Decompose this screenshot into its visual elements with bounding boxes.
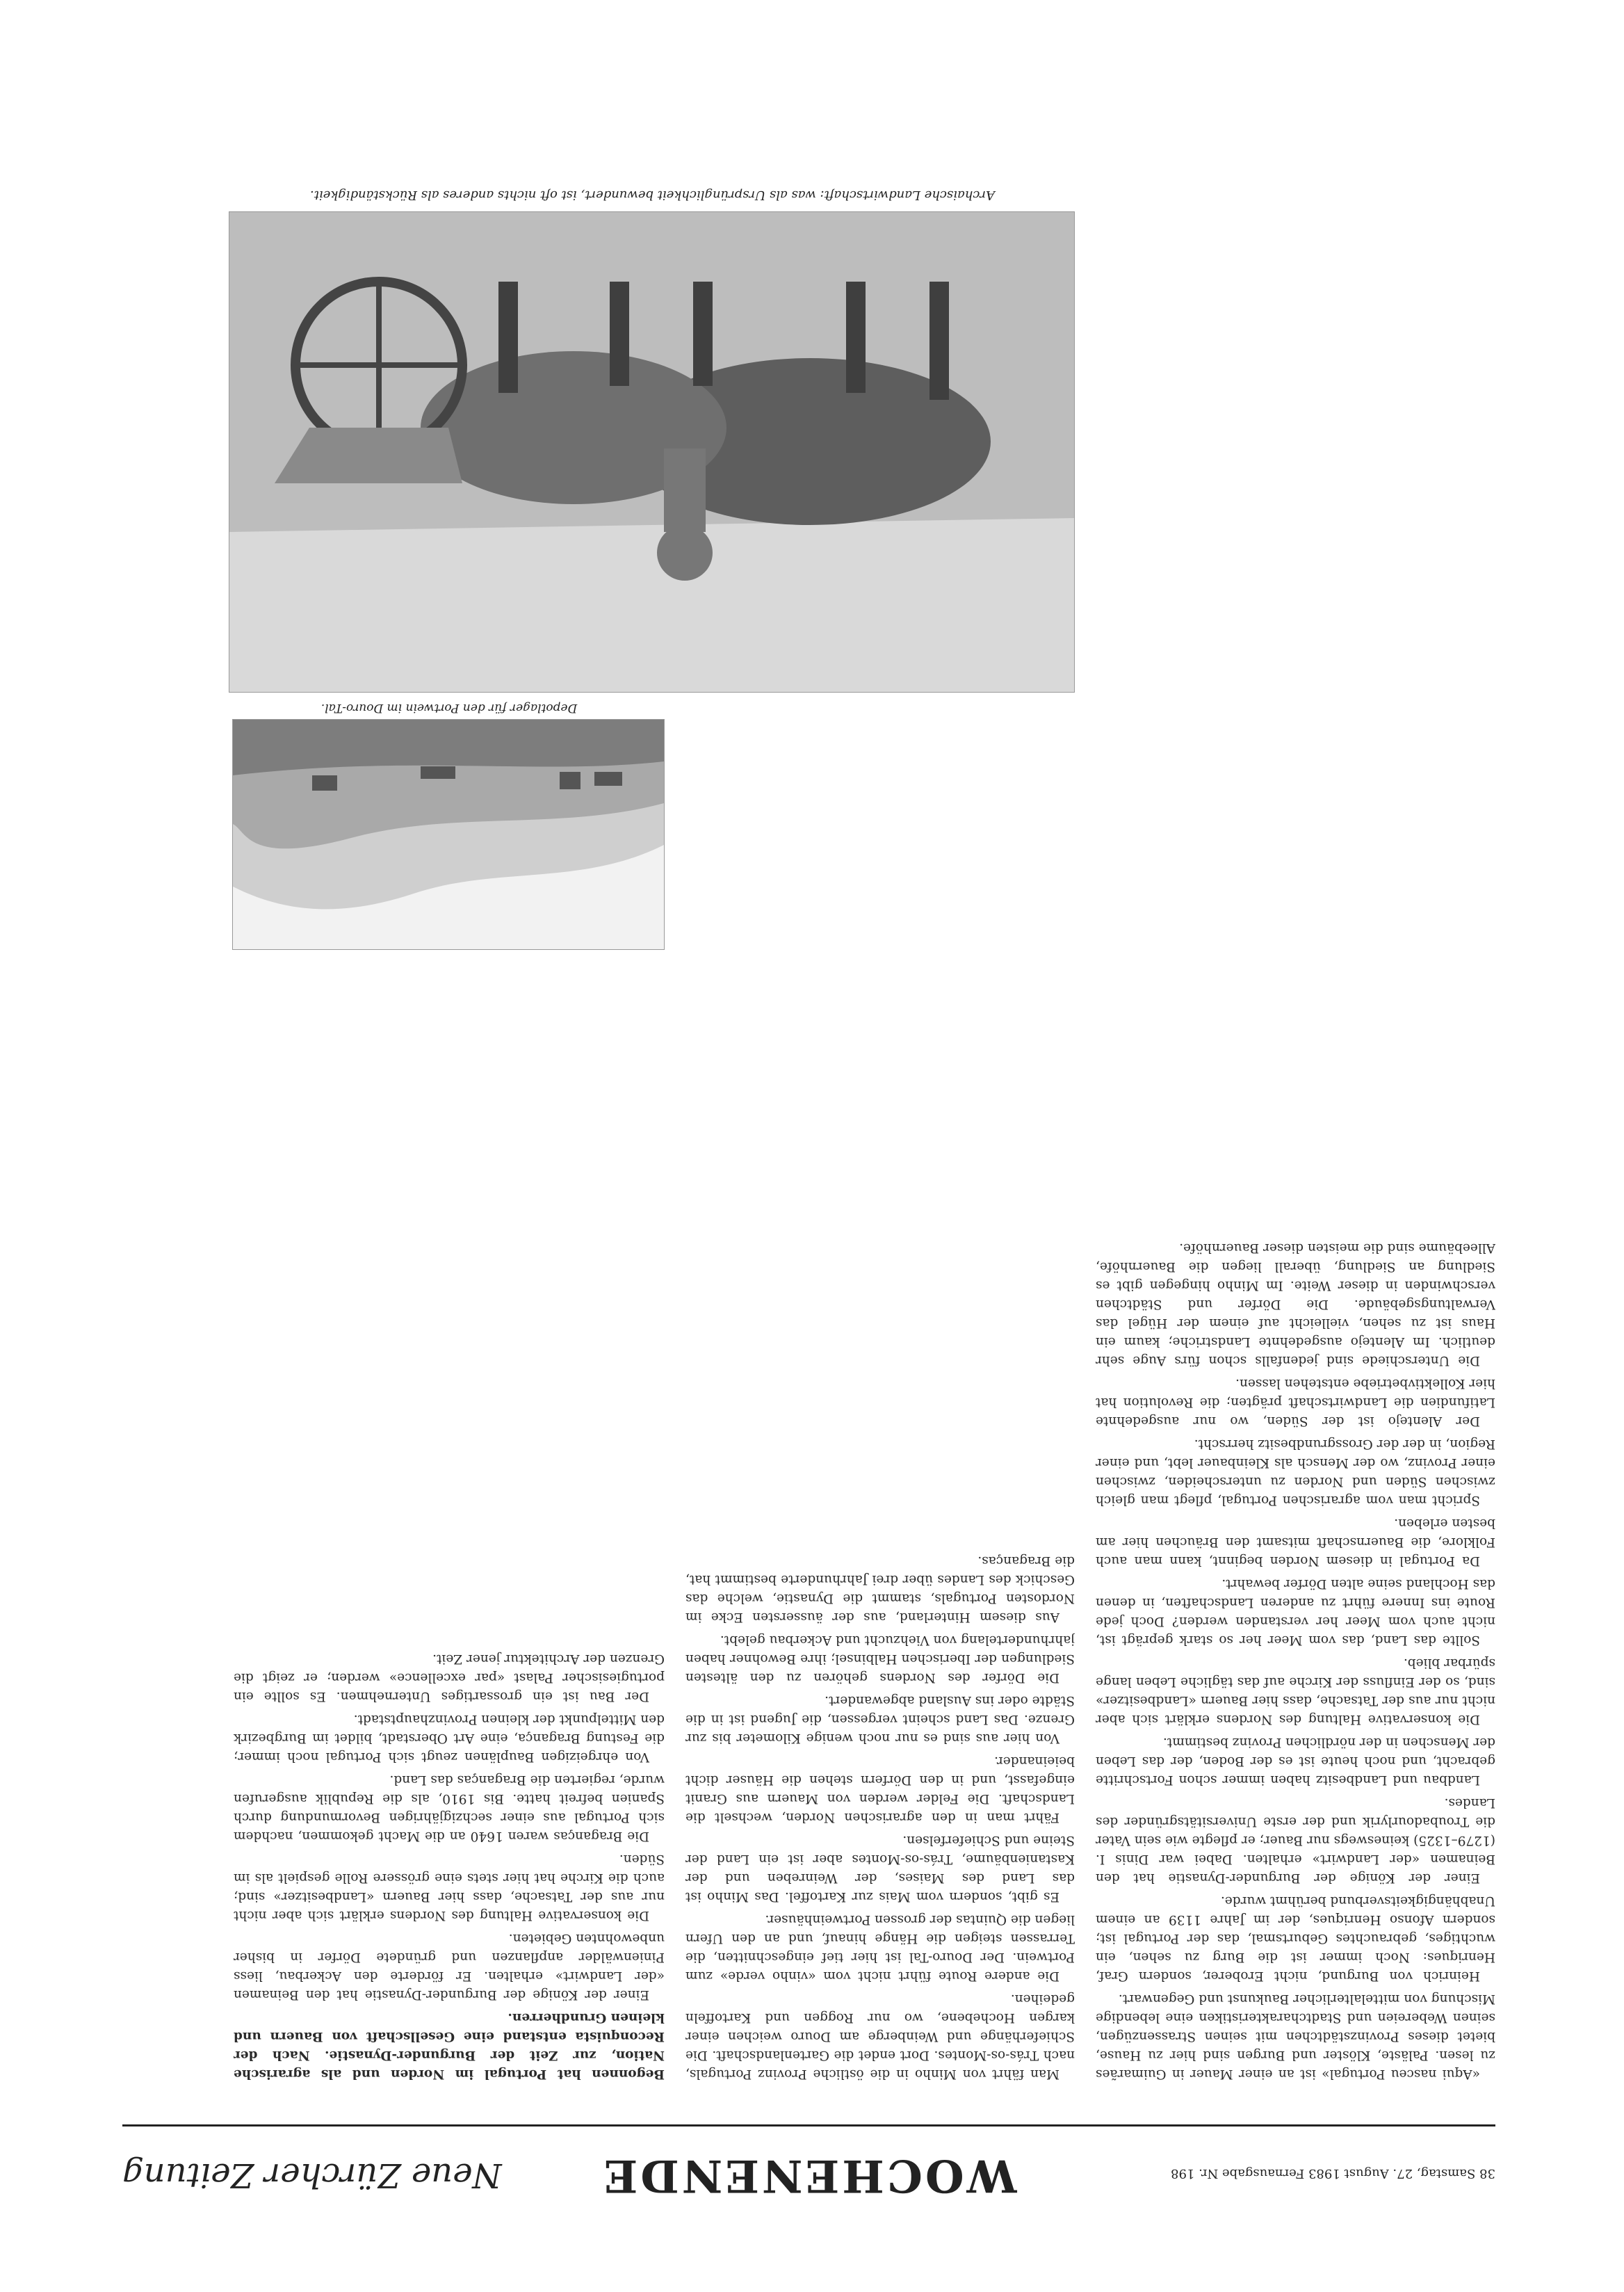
- paragraph: Die konservative Haltung des Nordens erklärt sich aber nicht nur aus der Tatsache, dass hier Bauern «Landbesitzer» sind; auch die Kirche hat hier stets eine grössere Rolle gespielt als im Süden.: [234, 1852, 665, 1923]
- masthead-rule: [122, 2124, 1495, 2126]
- photo-caption-small: Depotlager für den Portwein im Douro-Tal.: [320, 701, 578, 715]
- paragraph: Der Bau ist ein grossartiges Unternehmen. Es sollte ein portugiesischer Palast «par excellence» werden; er zeigt die Grenzen der Architektur jener Zeit.: [234, 1652, 665, 1704]
- newspaper-name: Neue Zürcher Zeitung: [122, 2156, 502, 2195]
- paragraph: Landbau und Landbesitz haben immer schon Fortschritte gebracht, und noch heute ist es der Boden, der das Leben der Menschen in der nördlichen Provinz bestimmt.: [1096, 1735, 1495, 1787]
- paragraph: Aus diesem Hinterland, aus der äussersten Ecke im Nordosten Portugals, stammt die Dynastie, welche das Geschick des Landes über drei Jahrhunderte bestimmt hat, die Braganças.: [685, 1553, 1075, 1624]
- paragraph: Die konservative Haltung des Nordens erklärt sich aber nicht nur aus der Tatsache, dass hier Bauern «Landbesitzer» sind, so der Einfluss der Kirche auf das tägliche Leben lange spürbar blieb.: [1096, 1656, 1495, 1727]
- lead-paragraph: Begonnen hat Portugal im Norden und als agrarische Nation, zur Zeit der Burgunder-Dynastie. Nach der Reconquista entstand eine Gesellschaft von Bauern und kleinen Grundherren.: [234, 2010, 665, 2081]
- photo-caption-big: Archaische Landwirtschaft: was als Ursprünglichkeit bewundert, ist oft nichts anderes als Rückständigkeit.: [309, 188, 996, 202]
- paragraph: Es gibt, sondern vom Mais zur Kartoffel. Das Minho ist das Land des Maises, der Weinreben und der Kastanienbäume, Trás-os-Montes aber ist ein Land der Steine und Schieferfelsen.: [685, 1833, 1075, 1904]
- paragraph: Die Unterschiede sind jedenfalls schon fürs Auge sehr deutlich. Im Alentejo ausgedehnte Landstriche; kaum ein Haus ist zu sehen, vielleicht auf einem der Hügel das Verwaltungsgebäude. Die Dörfer und Städtchen verschwinden in dieser Weite. Im Minho hingegen gibt es Siedlung an Siedlung, überall liegen die Bauernhöfe, Alleebäume sind die meisten dieser Bauernhöfe.: [1096, 1241, 1495, 1368]
- paragraph: Von ehrgeizigen Bauplänen zeugt sich Portugal noch immer; die Festung Bragança, eine Art Oberstadt, bildet im Burgbezirk den Mittelpunkt der kleinen Provinzhauptstadt.: [234, 1712, 665, 1764]
- paragraph: Die Dörfer des Nordens gehören zu den ältesten Siedlungen der Iberischen Halbinsel; ihre Bewohner haben jahrhundertelang von Viehzucht und Ackerbau gelebt.: [685, 1633, 1075, 1685]
- paragraph: Man fährt von Minho in die östliche Provinz Portugals, nach Trás-os-Montes. Dort endet die Gartenlandschaft. Die Schieferhänge und Weinberge am Douro weichen einer kargen Hochebene, wo nur Roggen und Kartoffeln gedeihen.: [685, 1992, 1075, 2081]
- paragraph: Der Alentejo ist der Süden, wo nur ausgedehnte Latifundien die Landwirtschaft prägten; die Revolution hat hier Kollektivbetriebe entstehen lassen.: [1096, 1376, 1495, 1428]
- paragraph: Von hier aus sind es nur noch wenige Kilometer bis zur Grenze. Das Land scheint vergessen, die Jugend ist in die Städte oder ins Ausland abgewandert.: [685, 1693, 1075, 1745]
- paragraph: Einer der Könige der Burgunder-Dynastie hat den Beinamen «der Landwirt» erhalten. Dabei war Dinis I. (1279–1325) keineswegs nur Bauer; er pflegte wie sein Vater die Troubadourlyrik und der erste Universitätsgründer des Landes.: [1096, 1795, 1495, 1885]
- page-info: 38 Samstag, 27. August 1983 Fernausgabe Nr. 198: [1171, 2166, 1495, 2181]
- paragraph: Heinrich von Burgund, nicht Eroberer, sondern Graf, Henriques: Noch immer ist die Burg zu sehen, ein wuchtiges, gebrauchtes Geburtsmal, das der Portugal ist; sondern Afonso Henriques, der im Jahre 1139 an einem Unabhängigkeitsverbund berühmt wurde.: [1096, 1894, 1495, 1983]
- paragraph: Da Portugal in diesem Norden beginnt, kann man auch Folklore, die Bauernschaft mitsamt den Bräuchen hier am besten erleben.: [1096, 1516, 1495, 1568]
- masthead: [122, 2118, 1495, 2216]
- paragraph: Die andere Route führt nicht vom «vinho verde» zum Portwein. Der Douro-Tal ist hier tief eingeschnitten, die Terrassen steigen die Hänge hinauf, und an den Ufern liegen die Quintas der grossen Portweinhäuser.: [685, 1912, 1075, 1983]
- paragraph: Fährt man in den agrarischen Norden, wechselt die Landschaft. Die Felder werden von Mauern aus Granit eingefasst, und in den Dörfern stehen die Häuser dicht beieinander.: [685, 1754, 1075, 1825]
- photo-ox-cart: [229, 211, 1075, 693]
- article-column-1: [1096, 25, 1495, 2083]
- article-column-2: [685, 727, 1075, 2083]
- photo-douro-valley: [232, 719, 665, 950]
- paragraph: Sollte das Land, das vom Meer her so stark geprägt ist, nicht auch vom Meer her verstanden werden? Doch jede Route ins Innere führt zu anderen Landschaften, in denen das Hochland seine alten Dörfer bewahrt.: [1096, 1576, 1495, 1647]
- paragraph: Die Braganças waren 1640 an die Macht gekommen, nachdem sich Portugal aus einer sechzigjährigen Bevormundung durch Spanien befreit hatte. Bis 1910, als die Republik ausgerufen wurde, regierten die Braganças das Land.: [234, 1773, 665, 1843]
- paragraph: Spricht man vom agrarischen Portugal, pflegt man gleich zwischen Süden und Norden zu unterscheiden, zwischen einer Provinz, wo der Mensch als Kleinbauer lebt, und einer Region, in der der Grossgrundbesitz herrscht.: [1096, 1437, 1495, 1508]
- paragraph: Einer der Könige der Burgunder-Dynastie hat den Beinamen «der Landwirt» erhalten. Er förderte den Ackerbau, liess Pinienwälder anpflanzen und gründete Dörfer in bisher unbewohnten Gebieten.: [234, 1931, 665, 2002]
- photo-douro-graphic: [233, 720, 664, 949]
- photo-ox-cart-graphic: [229, 212, 1074, 692]
- paragraph: «Aqui nasceu Portugal» ist an einer Mauer in Guimarães zu lesen. Paläste, Klöster und Burgen sind hier zu Hause, bietet dieses Provinzstädtchen mit seinen Strassenzügen, seinen Webereien und Stadtcharakteristiken eine lebendige Mischung von mittelalterlicher Baukunst und Gegenwart.: [1096, 1992, 1495, 2081]
- section-title: WOCHENENDE: [601, 2149, 1017, 2202]
